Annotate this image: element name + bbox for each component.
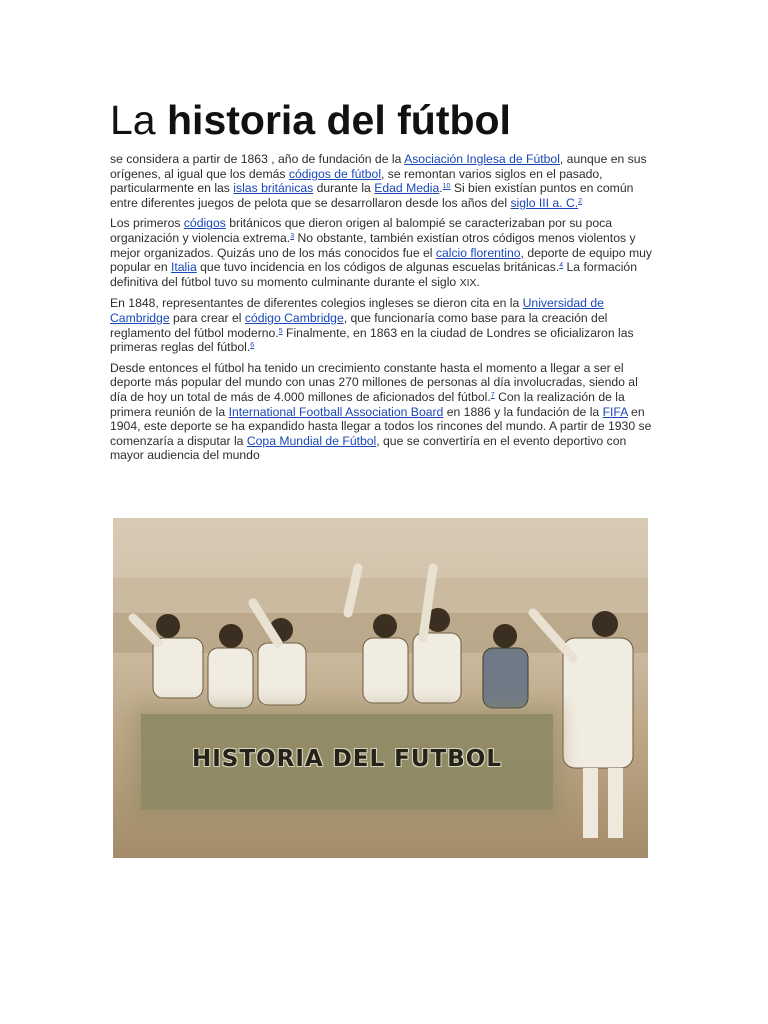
text: Finalmente, en 1863 en la ciudad de Londres se oficializaron las primeras reglas del fútbol. bbox=[110, 325, 634, 355]
link-universidad-cambridge[interactable]: Universidad de Cambridge bbox=[110, 296, 604, 325]
footnote-link[interactable]: 6 bbox=[250, 342, 255, 350]
footnote-ref bbox=[250, 342, 254, 349]
text: durante la bbox=[313, 181, 375, 196]
link-fifa[interactable]: FIFA bbox=[602, 404, 628, 419]
text: . bbox=[439, 181, 443, 196]
footnote-link[interactable]: 10 bbox=[442, 183, 451, 191]
footnote-link[interactable]: 4 bbox=[559, 262, 564, 270]
text: en 1886 y la fundación de la bbox=[443, 404, 603, 419]
text: Con la realización de la primera reunión de la bbox=[110, 389, 625, 419]
footnote-link[interactable]: 3 bbox=[290, 232, 295, 240]
paragraph-3 bbox=[110, 296, 656, 354]
link-italia[interactable]: Italia bbox=[171, 260, 197, 275]
text: La formación definitiva del fútbol tuvo su momento culminante durante el siglo bbox=[110, 260, 637, 289]
link-calcio-florentino[interactable]: calcio florentino bbox=[435, 245, 521, 260]
link-ifab[interactable]: International Football Association Board bbox=[228, 404, 444, 419]
text: En 1848, representantes de diferentes colegios ingleses se dieron cita en la bbox=[110, 296, 523, 311]
historic-football-photo bbox=[113, 518, 648, 858]
link-islas-britanicas[interactable]: islas británicas bbox=[233, 181, 314, 196]
banner-text: HISTORIA DEL FUTBOL bbox=[192, 746, 502, 772]
text: , se remontan varios siglos en el pasado, particularmente en las bbox=[110, 166, 603, 196]
text: Los primeros bbox=[110, 216, 184, 231]
title-part-2: historia del fútbol bbox=[167, 97, 511, 143]
link-copa-mundial[interactable]: Copa Mundial de Fútbol bbox=[246, 433, 377, 448]
text: Si bien existían puntos en común entre diferentes juegos de pelota que se desarrollaron desde los años del bbox=[110, 181, 634, 210]
paragraph-4 bbox=[110, 361, 656, 463]
text: , aunque en sus orígenes, al igual que los demás bbox=[110, 152, 647, 181]
small-caps-text: XIX bbox=[459, 276, 477, 289]
photo-banner bbox=[141, 714, 553, 810]
title-part-1: La bbox=[110, 97, 156, 143]
footnote-link[interactable]: 7 bbox=[490, 391, 495, 399]
text: , que se convertiría en el evento deportivo con mayor audiencia del mundo bbox=[110, 433, 627, 463]
link-codigos-de-futbol[interactable]: códigos de fútbol bbox=[288, 166, 382, 181]
link-codigo-cambridge[interactable]: código Cambridge bbox=[244, 310, 344, 325]
text: No obstante, también existían otros códigos menos violentos y mejor organizados. Quizás uno de los más conocidos fue el bbox=[110, 230, 636, 260]
footnote-link[interactable]: 2 bbox=[578, 197, 583, 205]
paragraph-1 bbox=[110, 152, 656, 210]
link-codigos[interactable]: códigos bbox=[183, 216, 226, 231]
link-asociacion-inglesa[interactable]: Asociación Inglesa de Fútbol bbox=[404, 152, 560, 166]
text: en 1904, este deporte se ha expandido hasta llegar a todos los rincones del mundo. A partir de 1930 se comenzaría a disputar la bbox=[110, 404, 652, 448]
text: Desde entonces el fútbol ha tenido un crecimiento constante hasta el momento a llegar a ser el deporte más popular del mundo con unas 270 millones de personas al día involucradas, siendo al día de hoy un total de más de 4.000 millones de aficionados del fútbol. bbox=[110, 360, 638, 404]
footnote-ref bbox=[578, 198, 582, 205]
text: británicos que dieron origen al balompié se caracterizaban por su poca organización y violencia extrema. bbox=[110, 216, 613, 245]
page-title bbox=[110, 96, 511, 144]
link-siglo-iii[interactable]: siglo III a. C. bbox=[510, 195, 579, 210]
text: para crear el bbox=[169, 310, 245, 325]
paragraph-2 bbox=[110, 216, 656, 290]
footnote-link[interactable]: 5 bbox=[278, 327, 283, 335]
text: se considera a partir de 1863 , año de fundación de la bbox=[110, 152, 405, 166]
link-edad-media[interactable]: Edad Media bbox=[374, 181, 440, 196]
article-body bbox=[110, 152, 656, 469]
text: que tuvo incidencia en los códigos de algunas escuelas británicas. bbox=[196, 260, 560, 275]
text: . bbox=[476, 274, 480, 289]
text: , deporte de equipo muy popular en bbox=[110, 245, 652, 275]
text: , que funcionaría como base para la creación del reglamento del fútbol moderno. bbox=[110, 310, 608, 340]
